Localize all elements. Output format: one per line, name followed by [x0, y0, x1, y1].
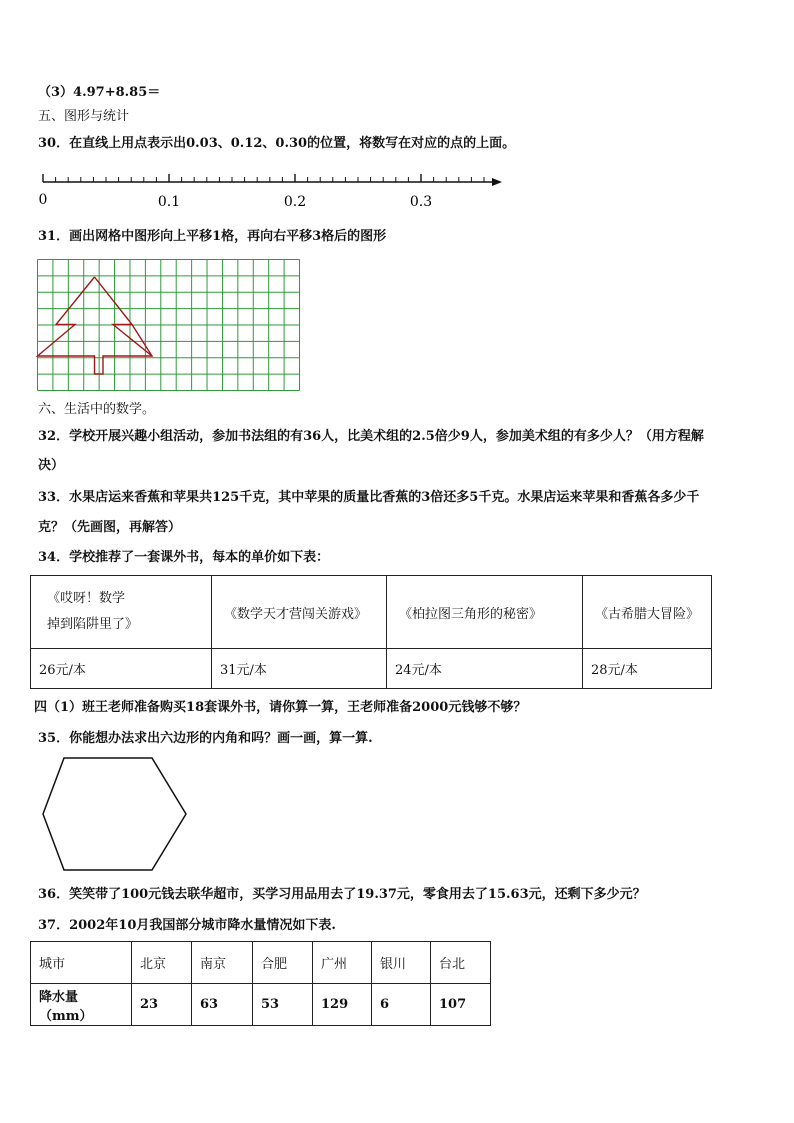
q32-text-line2: 决） [38, 458, 65, 473]
rain-value-hefei: 53 [253, 984, 313, 1026]
number-line-label-0: 0 [38, 192, 48, 208]
rain-value-beijing: 23 [132, 984, 192, 1026]
rain-header-guangzhou: 广州 [313, 942, 372, 984]
book-title-1-line1: 《哎呀！数学 [47, 591, 126, 606]
hexagon-figure [40, 757, 190, 873]
section-6-heading: 六、生活中的数学。 [38, 402, 156, 417]
rain-label: 降水量（mm） [31, 984, 132, 1026]
rain-header-taipei: 台北 [431, 942, 491, 984]
rain-header-beijing: 北京 [132, 942, 192, 984]
number-line-ticks [43, 174, 484, 182]
rain-header-nanjing: 南京 [192, 942, 253, 984]
book-title-1-line2: 掉到陷阱里了》 [47, 617, 139, 632]
book-price-table [30, 575, 712, 689]
rain-value-taipei: 107 [431, 984, 491, 1026]
q35-text: 35．你能想办法求出六边形的内角和吗？画一画，算一算. [38, 731, 373, 746]
q36-text: 36．笑笑带了100元钱去联华超市，买学习用品用去了19.37元，零食用去了15.63元，还剩下多少元？ [38, 887, 646, 902]
number-line [40, 168, 505, 212]
table-row [31, 942, 491, 984]
number-line-label-0-3: 0.3 [409, 194, 433, 210]
q34-text: 34．学校推荐了一套课外书，每本的单价如下表： [38, 550, 330, 565]
book-price-cell-3: 24元/本 [387, 649, 583, 689]
grid-figure [37, 259, 301, 393]
book-title-cell-1 [31, 576, 212, 649]
table-row [31, 649, 712, 689]
number-line-label-0-1: 0.1 [157, 194, 181, 210]
q33-text-line1: 33．水果店运来香蕉和苹果共125千克，其中苹果的质量比香蕉的3倍还多5千克。水果店运来苹果和香蕉各多少千 [38, 490, 700, 505]
book-price-cell-4: 28元/本 [583, 649, 712, 689]
table-row [31, 576, 712, 649]
q29-part3-line: （3）4.97+8.85＝ [38, 85, 161, 100]
hexagon-shape [43, 758, 186, 870]
rain-value-yinchuan: 6 [372, 984, 431, 1026]
rain-value-nanjing: 63 [192, 984, 253, 1026]
q34-subquestion: 四（1）班王老师准备购买18套课外书，请你算一算，王老师准备2000元钱够不够？ [34, 700, 527, 715]
q32-text-line1: 32．学校开展兴趣小组活动，参加书法组的有36人，比美术组的2.5倍少9人，参加美术组的有多少人？（用方程解 [38, 429, 704, 444]
book-title-cell-3: 《柏拉图三角形的秘密》 [387, 576, 583, 649]
book-title-cell-4: 《古希腊大冒险》 [583, 576, 712, 649]
number-line-arrow [492, 178, 502, 186]
table-row [31, 984, 491, 1026]
rain-header-yinchuan: 银川 [372, 942, 431, 984]
grid-lines [38, 260, 300, 391]
q37-text: 37．2002年10月我国部分城市降水量情况如下表. [38, 918, 336, 933]
q31-text: 31．画出网格中图形向上平移1格，再向右平移3格后的图形 [38, 229, 387, 244]
book-price-cell-2: 31元/本 [212, 649, 387, 689]
number-line-label-0-2: 0.2 [283, 194, 307, 210]
q33-text-line2: 克？（先画图，再解答） [38, 520, 182, 535]
q30-text: 30．在直线上用点表示出0.03、0.12、0.30的位置，将数写在对应的点的上面。 [38, 136, 516, 151]
rain-value-guangzhou: 129 [313, 984, 372, 1026]
tree-shape-right [95, 277, 153, 356]
book-title-cell-2: 《数学天才营闯关游戏》 [212, 576, 387, 649]
rain-header-hefei: 合肥 [253, 942, 313, 984]
rain-header-city: 城市 [31, 942, 132, 984]
section-5-heading: 五、图形与统计 [38, 109, 130, 124]
rainfall-table [30, 941, 491, 1026]
book-price-cell-1: 26元/本 [31, 649, 212, 689]
